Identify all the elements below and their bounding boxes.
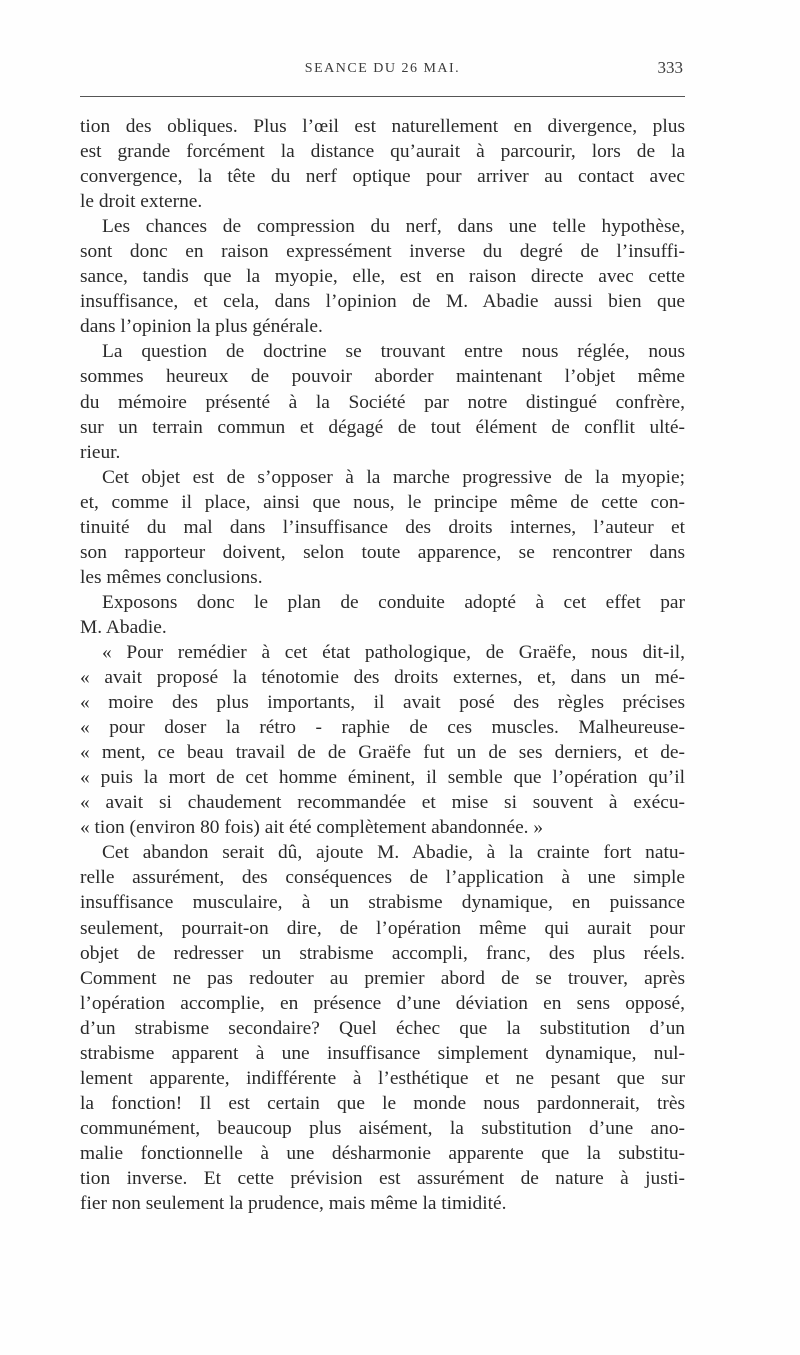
text-line: lement apparente, indifférente à l’esthétique et ne pesant que sur xyxy=(80,1067,685,1089)
quote-line: « avait si chaudement recommandée et mise si souvent à exécu- xyxy=(80,792,685,814)
text-line: sont donc en raison expressément inverse du degré de l’insuffi- xyxy=(80,241,685,263)
text-line: malie fonctionnelle à une désharmonie apparente que la substitu- xyxy=(80,1142,685,1164)
text-line: du mémoire présenté à la Société par notre distingué confrère, xyxy=(80,391,685,413)
text-line: la fonction! Il est certain que le monde nous pardonnerait, très xyxy=(80,1092,685,1114)
text-line: M. Abadie. xyxy=(80,616,167,638)
quote-line: « Pour remédier à cet état pathologique, de Graëfe, nous dit-il, xyxy=(102,641,685,663)
text-line: objet de redresser un strabisme accompli, franc, des plus réels. xyxy=(80,942,685,964)
body-text xyxy=(80,114,685,1216)
quote-line: « pour doser la rétro - raphie de ces muscles. Malheureuse- xyxy=(80,717,685,739)
text-line: Cet abandon serait dû, ajoute M. Abadie, à la crainte fort natu- xyxy=(102,842,685,864)
text-line: La question de doctrine se trouvant entre nous réglée, nous xyxy=(102,341,685,363)
page-header xyxy=(80,58,685,88)
text-line: le droit externe. xyxy=(80,191,203,213)
text-line: dans l’opinion la plus générale. xyxy=(80,316,323,338)
text-line: communément, beaucoup plus aisément, la substitution d’une ano- xyxy=(80,1117,685,1139)
quote-line: « tion (environ 80 fois) ait été complètement abandonnée. » xyxy=(80,817,544,839)
text-line: convergence, la tête du nerf optique pour arriver au contact avec xyxy=(80,166,685,188)
header-rule xyxy=(80,96,685,97)
text-line: son rapporteur doivent, selon toute apparence, se rencontrer dans xyxy=(80,541,685,563)
text-line: sommes heureux de pouvoir aborder maintenant l’objet même xyxy=(80,366,685,388)
text-line: tion inverse. Et cette prévision est assurément de nature à justi- xyxy=(80,1167,685,1189)
text-line: Les chances de compression du nerf, dans une telle hypothèse, xyxy=(102,216,685,238)
quote-line: « ment, ce beau travail de de Graëfe fut un de ses derniers, et de- xyxy=(80,742,685,764)
text-line: Exposons donc le plan de conduite adopté à cet effet par xyxy=(102,591,685,613)
text-line: strabisme apparent à une insuffisance simplement dynamique, nul- xyxy=(80,1042,685,1064)
quote-line: « avait proposé la ténotomie des droits externes, et, dans un mé- xyxy=(80,667,685,689)
text-line: Cet objet est de s’opposer à la marche progressive de la myopie; xyxy=(102,466,685,488)
quote-line: « puis la mort de cet homme éminent, il semble que l’opération qu’il xyxy=(80,767,685,789)
text-line: tion des obliques. Plus l’œil est naturellement en divergence, plus xyxy=(80,116,685,137)
page-number: 333 xyxy=(657,58,683,77)
text-line: relle assurément, des conséquences de l’application à une simple xyxy=(80,867,685,889)
text-line: seulement, pourrait-on dire, de l’opération même qui aurait pour xyxy=(80,917,685,939)
text-line: les mêmes conclusions. xyxy=(80,566,263,588)
text-line: fier non seulement la prudence, mais même la timidité. xyxy=(80,1193,507,1215)
text-line: insuffisance musculaire, à un strabisme dynamique, en puissance xyxy=(80,892,685,914)
text-line: sur un terrain commun et dégagé de tout élément de conflit ulté- xyxy=(80,416,685,438)
text-line: est grande forcément la distance qu’aurait à parcourir, lors de la xyxy=(80,141,685,163)
text-line: tinuité du mal dans l’insuffisance des droits internes, l’auteur et xyxy=(80,516,685,538)
text-line: sance, tandis que la myopie, elle, est en raison directe avec cette xyxy=(80,266,685,288)
text-line: l’opération accomplie, en présence d’une déviation en sens opposé, xyxy=(80,992,685,1014)
text-line: Comment ne pas redouter au premier abord de se trouver, après xyxy=(80,967,685,989)
text-line: d’un strabisme secondaire? Quel échec que la substitution d’un xyxy=(80,1017,685,1039)
running-head: SEANCE DU 26 MAI. xyxy=(304,61,461,76)
text-line: insuffisance, et cela, dans l’opinion de M. Abadie aussi bien que xyxy=(80,291,685,313)
text-line: rieur. xyxy=(80,441,121,463)
text-line: et, comme il place, ainsi que nous, le principe même de cette con- xyxy=(80,491,685,513)
quote-line: « moire des plus importants, il avait posé des règles précises xyxy=(80,692,685,714)
